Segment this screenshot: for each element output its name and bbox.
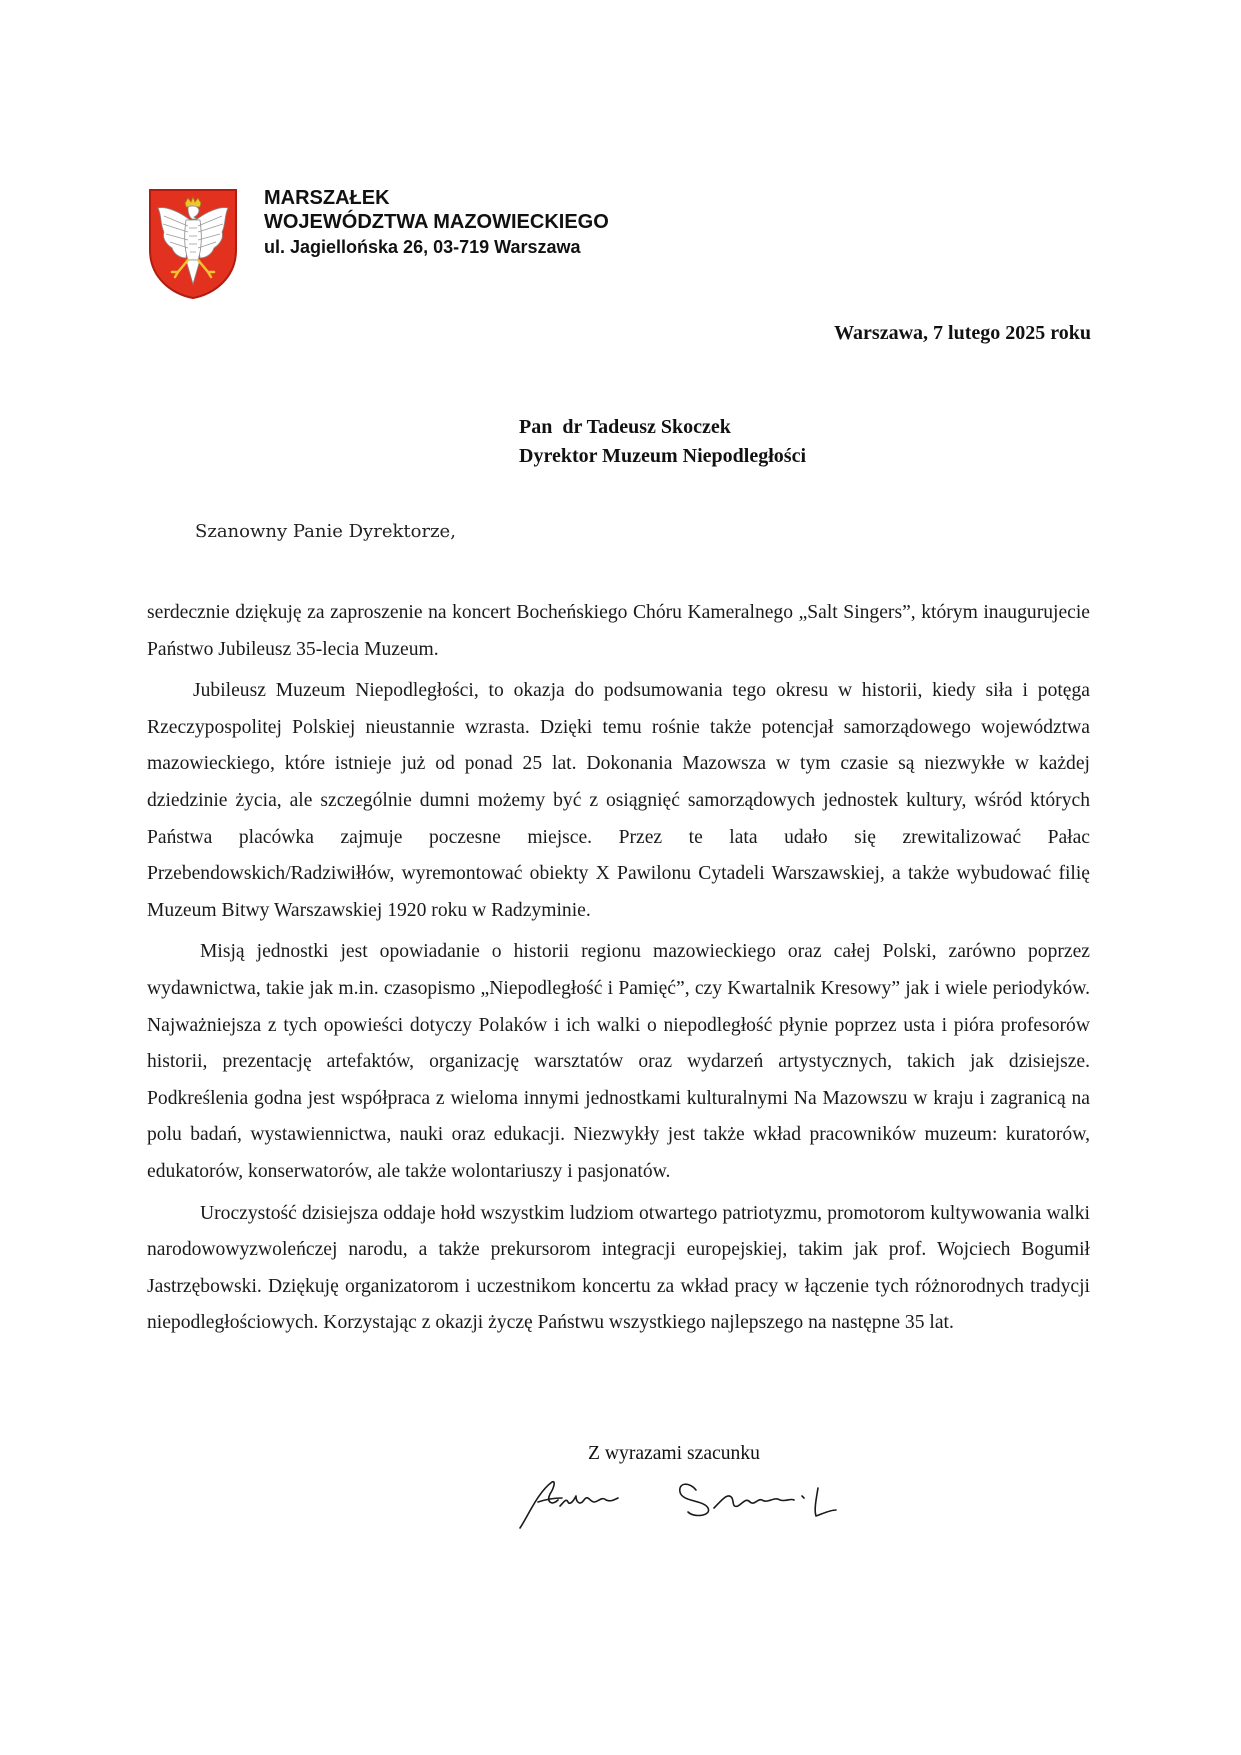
- signature-icon: [518, 1472, 858, 1532]
- recipient-block: [519, 413, 806, 471]
- closing-phrase: Z wyrazami szacunku: [588, 1443, 760, 1464]
- recipient-title: Dyrektor Muzeum Niepodległości: [519, 445, 807, 467]
- body-paragraph: Misją jednostki jest opowiadanie o historii regionu mazowieckiego oraz całej Polski, zarówno poprzez wydawnictwa, takie jak m.in. czasopismo „Niepodległość i Pamięć”, czy Kwartalnik Kresowy” jak i wiele periodyków. Najważniejsza z tych opowieści dotyczy Polaków i ich walki o niepodległość płynie poprzez usta i pióra profesorów historii, prezentację artefaktów, organizację warsztatów oraz wydarzeń artystycznych, takich jak dzisiejsze. Podkreślenia godna jest współpraca z wieloma innymi jednostkami kulturalnymi Na Mazowszu w kraju i zagranicą na polu badań, wystawiennictwa, nauki oraz edukacji. Niezwykły jest także wkład pracowników muzeum: kuratorów, edukatorów, konserwatorów, ale także wolontariuszy i pasjonatów.: [147, 941, 1090, 1182]
- sender-title-line2: WOJEWÓDZTWA MAZOWIECKIEGO: [264, 211, 609, 233]
- body-paragraph: Jubileusz Muzeum Niepodległości, to okazja do podsumowania tego okresu w historii, kiedy siła i potęga Rzeczypospolitej Polskiej nieustannie wzrasta. Dzięki temu rośnie także potencjał samorządowego województwa mazowieckiego, które istnieje już od ponad 25 lat. Dokonania Mazowsza w tym czasie są niezwykłe w każdej dziedzinie życia, ale szczególnie dumni możemy być z osiągnięć samorządowych jednostek kultury, wśród których Państwa placówka zajmuje poczesne miejsce. Przez te lata udało się zrewitalizować Pałac Przebendowskich/Radziwiłłów, wyremontować obiekty X Pawilonu Cytadeli Warszawskiej, a także wybudować filię Muzeum Bitwy Warszawskiej 1920 roku w Radzyminie.: [147, 680, 1090, 921]
- sender-address: ul. Jagiellońska 26, 03-719 Warszawa: [264, 237, 581, 257]
- salutation: Szanowny Panie Dyrektorze,: [195, 521, 456, 542]
- sender-block: [264, 186, 609, 260]
- body-paragraph: serdecznie dziękuję za zaproszenie na koncert Bocheńskiego Chóru Kameralnego „Salt Singers”, którym inaugurujecie Państwo Jubileusz 35-lecia Muzeum.: [147, 602, 1090, 660]
- letter-body: [147, 595, 1090, 1347]
- coat-of-arms-icon: [148, 188, 238, 300]
- recipient-name: Pan dr Tadeusz Skoczek: [519, 416, 731, 438]
- letter-date: Warszawa, 7 lutego 2025 roku: [834, 322, 1091, 344]
- body-paragraph: Uroczystość dzisiejsza oddaje hołd wszystkim ludziom otwartego patriotyzmu, promotorom kultywowania walki narodowowyzwoleńczej narodu, a także prekursorom integracji europejskiej, takim jak prof. Wojciech Bogumił Jastrzębowski. Dziękuję organizatorom i uczestnikom koncertu za wkład pracy w łączenie tych różnorodnych tradycji niepodległościowych. Korzystając z okazji życzę Państwu wszystkiego najlepszego na następne 35 lat.: [147, 1202, 1090, 1334]
- sender-title-line1: MARSZAŁEK: [264, 187, 390, 209]
